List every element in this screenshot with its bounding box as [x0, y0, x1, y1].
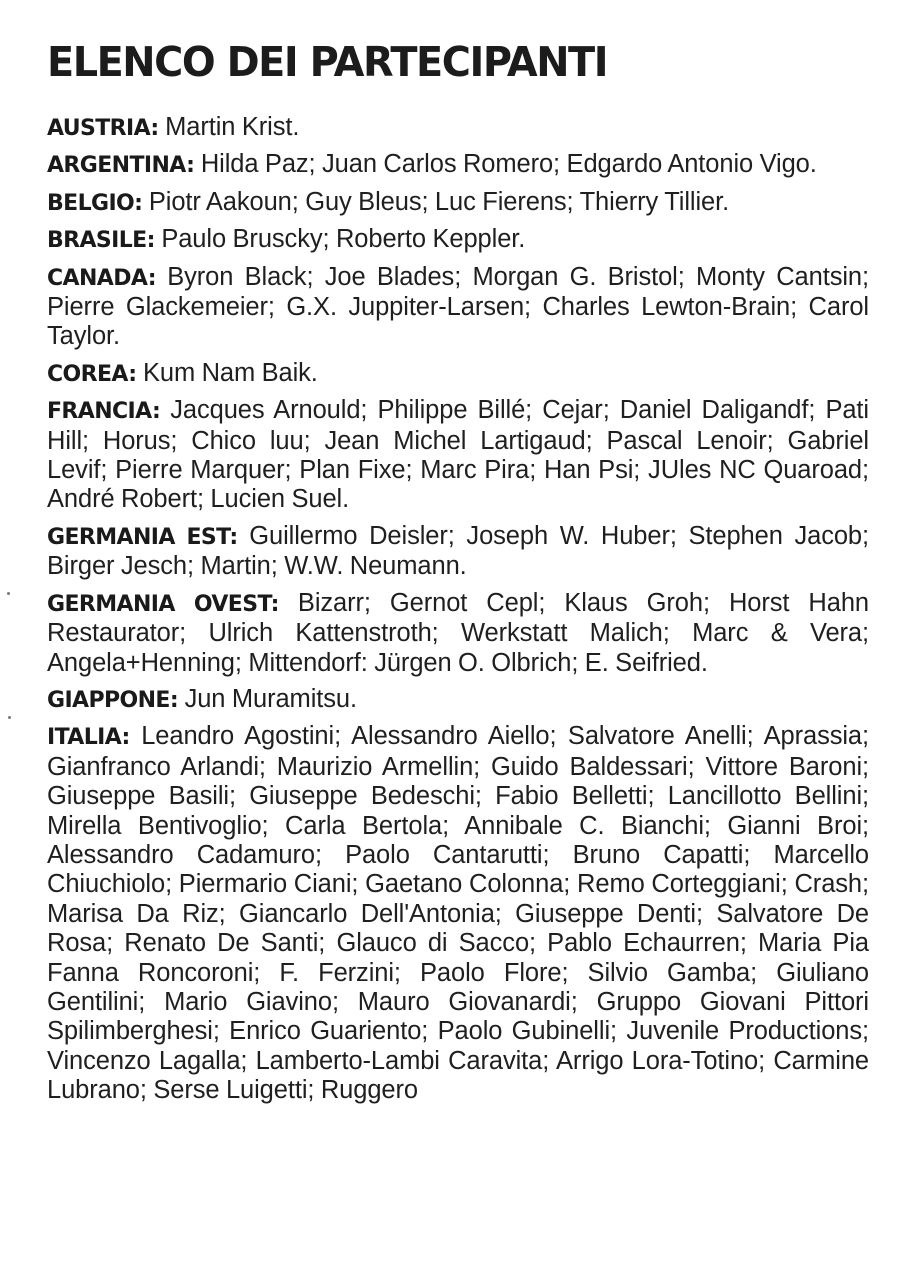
participant-names: Kum Nam Baik.	[142, 358, 318, 387]
participant-names: Jun Muramitsu.	[184, 684, 357, 713]
country-label: ITALIA:	[47, 725, 130, 751]
country-label: BELGIO:	[47, 190, 143, 216]
entry-germania-est	[47, 522, 869, 582]
entry-germania-ovest	[47, 589, 869, 678]
country-label: GERMANIA OVEST:	[47, 591, 279, 617]
entry-canada	[47, 263, 869, 352]
entry-giappone	[47, 685, 869, 715]
country-label: CANADA:	[47, 265, 156, 291]
entry-brasile	[47, 225, 869, 255]
participant-names: Hilda Paz; Juan Carlos Romero; Edgardo Antonio Vigo.	[200, 150, 817, 179]
country-label: COREA:	[47, 361, 137, 387]
entry-francia	[47, 396, 869, 515]
entry-austria	[47, 113, 869, 143]
country-label: AUSTRIA:	[47, 116, 159, 141]
participant-names: Leandro Agostini; Alessandro Aiello; Salvatore Anelli; Aprassia; Gianfranco Arlandi; Maurizio Armellin; Guido Baldessari; Vittore Baroni; Giuseppe Basili; Giuseppe Bedeschi; Fabio Belletti; Lancillotto Bellini; Mirella Bentivoglio; Carla Bertola; Annibale C. Bianchi; Gianni Broi; Alessandro Cadamuro; Paolo Cantarutti; Bruno Capatti; Marcello Chiuchiolo; Piermario Ciani; Gaetano Colonna; Remo Corteggiani; Crash; Marisa Da Riz; Giancarlo Dell'Antonia; Giuseppe Denti; Salvatore De Rosa; Renato De Santi; Glauco di Sacco; Pablo Echaurren; Maria Pia Fanna Roncoroni; F. Ferzini; Paolo Flore; Silvio Gamba; Giuliano Gentilini; Mario Giavino; Mauro Giovanardi; Gruppo Giovani Pittori Spilimberghesi; Enrico Guariento; Paolo Gubinelli; Juvenile Productions; Vincenzo Lagalla; Lamberto-Lambi Caravita; Arrigo Lora-Totino; Carmine Lubrano; Serse Luigetti; Ruggero	[47, 722, 869, 1105]
scan-speck	[8, 716, 11, 719]
entry-argentina	[47, 150, 869, 180]
participant-names: Bizarr; Gernot Cepl; Klaus Groh; Horst Hahn Restaurator; Ulrich Kattenstroth; Werkstatt Malich; Marc & Vera; Angela+Henning; Mittendorf: Jürgen O. Olbrich; E. Seifried.	[47, 588, 869, 677]
participants-page	[47, 34, 869, 1113]
entry-belgio	[47, 188, 869, 218]
participant-names: Paulo Bruscky; Roberto Keppler.	[161, 225, 526, 254]
country-label: FRANCIA:	[47, 399, 161, 425]
country-label: GERMANIA EST:	[47, 524, 238, 550]
country-label: GIAPPONE:	[47, 687, 179, 713]
entry-corea	[47, 359, 869, 389]
participant-names: Piotr Aakoun; Guy Bleus; Luc Fierens; Thierry Tillier.	[148, 187, 730, 216]
participant-names: Byron Black; Joe Blades; Morgan G. Bristol; Monty Cantsin; Pierre Glackemeier; G.X. Juppiter-Larsen; Charles Lewton-Brain; Carol Taylor.	[47, 262, 869, 351]
participant-names: Jacques Arnould; Philippe Billé; Cejar; Daniel Daligandf; Pati Hill; Horus; Chico luu; Jean Michel Lartigaud; Pascal Lenoir; Gabriel Levif; Pierre Marquer; Plan Fixe; Marc Pira; Han Psi; JUles NC Quaroad; André Robert; Lucien Suel.	[47, 396, 869, 514]
country-label: ARGENTINA:	[47, 153, 195, 179]
page-title: ELENCO DEI PARTECIPANTI	[47, 38, 608, 86]
scan-speck	[7, 592, 10, 595]
participant-names: Guillermo Deisler; Joseph W. Huber; Stephen Jacob; Birger Jesch; Martin; W.W. Neumann.	[47, 521, 869, 581]
country-label: BRASILE:	[47, 228, 155, 254]
participant-names: Martin Krist.	[165, 113, 300, 141]
entry-italia	[47, 722, 869, 1105]
